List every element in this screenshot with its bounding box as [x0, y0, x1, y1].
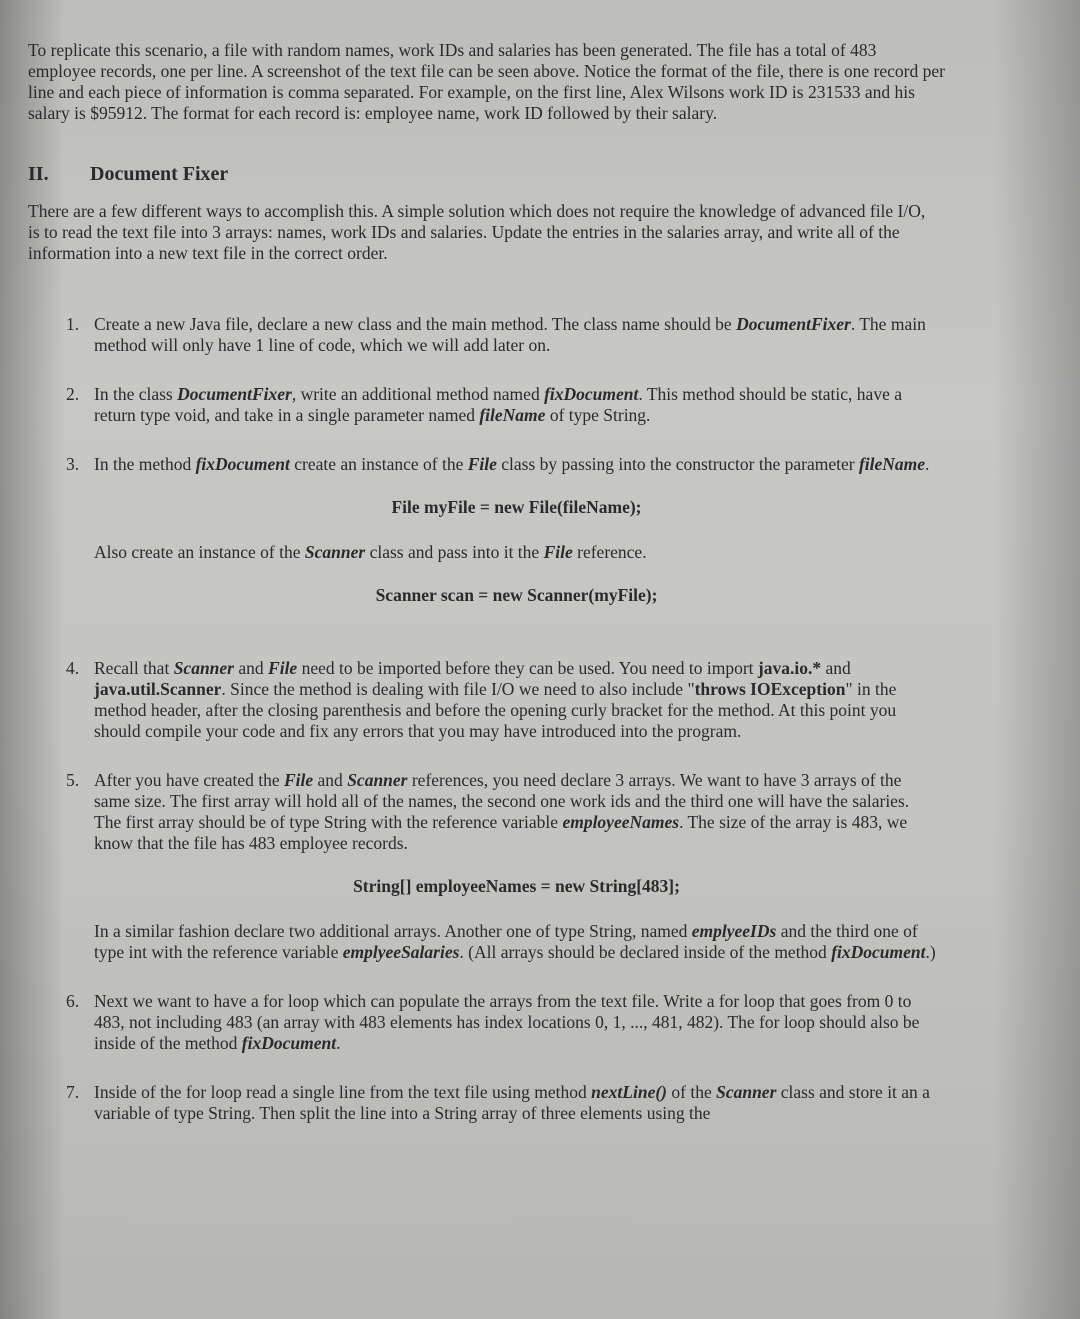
- step-body: [94, 658, 939, 742]
- step-number: 3.: [66, 454, 80, 474]
- code-line: String[] employeeNames = new String[483];: [353, 876, 680, 896]
- step-text: After you have created the File and Scanner references, you need declare 3 arrays. We want to have 3 arrays of the same size. The first array will hold all of the names, the second one work ids and the third one will have the salaries. The first array should be of type String with the reference variable employeeNames. The size of the array is 483, we know that the file has 483 employee records.: [94, 770, 910, 853]
- list-item: [28, 314, 968, 356]
- step-body: [94, 991, 939, 1054]
- section-heading: [28, 164, 968, 185]
- step-number: 6.: [66, 991, 80, 1011]
- step-number: 2.: [66, 384, 80, 404]
- step-subtext: In a similar fashion declare two additional arrays. Another one of type String, named emplyeeIDs and the third one of type int with the reference variable emplyeeSalaries. (All arrays should be declared inside of the method fixDocument.): [94, 921, 936, 962]
- section-title: Document Fixer: [90, 163, 229, 185]
- step-text: In the class DocumentFixer, write an additional method named fixDocument. This method should be static, have a return type void, and take in a single parameter named fileName of type String.: [94, 384, 902, 425]
- step-number: 1.: [66, 314, 80, 334]
- list-item: [28, 991, 968, 1054]
- step-body: [94, 384, 939, 426]
- step-subtext: Also create an instance of the Scanner class and pass into it the File reference.: [94, 542, 647, 562]
- code-line: File myFile = new File(fileName);: [391, 497, 642, 517]
- document-content: [28, 40, 968, 1152]
- list-item: [28, 1082, 968, 1124]
- step-body: [94, 1082, 939, 1124]
- steps-list: [28, 314, 968, 1124]
- list-item: [28, 384, 968, 426]
- section-number: II.: [28, 163, 49, 185]
- list-item: [28, 770, 968, 963]
- step-text: Recall that Scanner and File need to be imported before they can be used. You need to import java.io.* and java.util.Scanner. Since the method is dealing with file I/O we need to also include "throws IOException" in the method header, after the closing parenthesis and before the opening curly bracket for the method. At this point you should compile your code and fix any errors that you may have introduced into the program.: [94, 658, 897, 741]
- list-item: [28, 454, 968, 630]
- section-paragraph: There are a few different ways to accomplish this. A simple solution which does not require the knowledge of advanced file I/O, is to read the text file into 3 arrays: names, work IDs and salaries. Update the entries in the salaries array, and write all of the information into a new text file in the correct order.: [28, 201, 926, 263]
- step-number: 7.: [66, 1082, 80, 1102]
- step-text: Inside of the for loop read a single line from the text file using method nextLine() of the Scanner class and store it an a variable of type String. Then split the line into a String array of three elements using the: [94, 1082, 930, 1123]
- step-body: [94, 454, 939, 630]
- step-text: Create a new Java file, declare a new class and the main method. The class name should be DocumentFixer. The main method will only have 1 line of code, which we will add later on.: [94, 314, 926, 355]
- step-body: [94, 314, 939, 356]
- code-line: Scanner scan = new Scanner(myFile);: [375, 585, 658, 605]
- step-text: Next we want to have a for loop which can populate the arrays from the text file. Write a for loop that goes from 0 to 483, not including 483 (an array with 483 elements has index locations 0, 1, ..., 481, 482). The for loop should also be inside of the method fixDocument.: [94, 991, 920, 1053]
- step-number: 4.: [66, 658, 80, 678]
- list-item: [28, 658, 968, 742]
- step-text: In the method fixDocument create an instance of the File class by passing into the constructor the parameter fileName.: [94, 454, 930, 474]
- step-body: [94, 770, 939, 963]
- step-number: 5.: [66, 770, 80, 790]
- intro-paragraph: To replicate this scenario, a file with random names, work IDs and salaries has been generated. The file has a total of 483 employee records, one per line. A screenshot of the text file can be seen above. Notice the format of the file, there is one record per line and each piece of information is comma separated. For example, on the first line, Alex Wilsons work ID is 231533 and his salary is $95912. The format for each record is: employee name, work ID followed by their salary.: [28, 40, 945, 123]
